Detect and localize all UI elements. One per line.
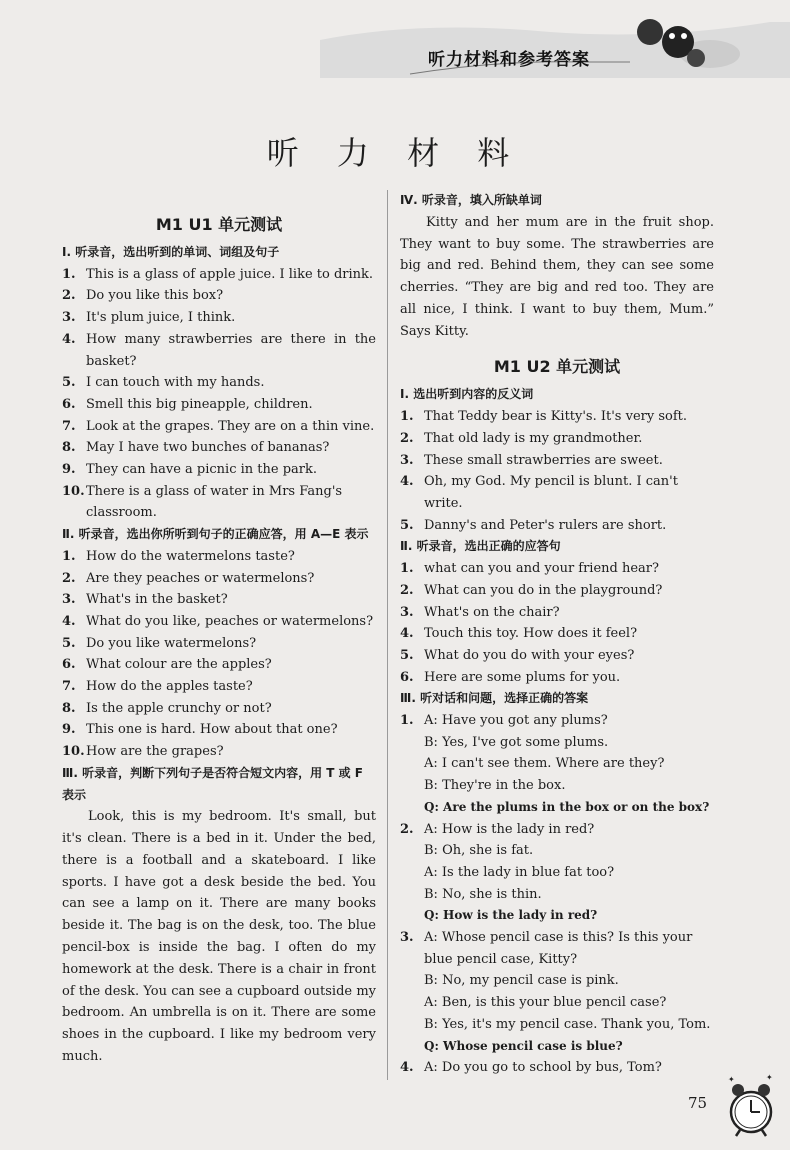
- section-heading: Ⅱ. 听录音，选出你所听到句子的正确应答，用 A—E 表示: [62, 527, 369, 542]
- list-item: 10. How are the grapes?: [62, 744, 224, 760]
- svg-text:✦: ✦: [766, 1074, 773, 1082]
- list-item: 5. What do you do with your eyes?: [400, 647, 635, 663]
- header-label: 听力材料和参考答案: [428, 50, 590, 70]
- dialogue-line: A: I can't see them. Where are they?: [424, 756, 665, 772]
- right-column: [400, 190, 714, 1079]
- list-item: 3. It's plum juice, I think.: [62, 310, 236, 326]
- list-item: 1. That Teddy bear is Kitty's. It's very soft.: [400, 409, 688, 425]
- list-item: 10. There is a glass of water in Mrs Fang's classroom.: [62, 483, 343, 521]
- question: Q: How is the lady in red?: [424, 908, 598, 923]
- list-item: 2. Are they peaches or watermelons?: [62, 570, 315, 586]
- list-item: 9. This one is hard. How about that one?: [62, 722, 338, 738]
- svg-text:✦: ✦: [728, 1075, 735, 1084]
- alarm-clock-icon: [726, 1074, 776, 1138]
- section-heading: Ⅰ. 选出听到内容的反义词: [400, 387, 534, 402]
- unit-title: M1 U1 单元测试: [155, 215, 283, 234]
- list-item: 4. Touch this toy. How does it feel?: [400, 626, 638, 642]
- dialogue-line: B: They're in the box.: [424, 778, 566, 794]
- list-item: 4. What do you like, peaches or watermelons?: [62, 613, 374, 629]
- list-item: 3. What's in the basket?: [62, 592, 228, 608]
- list-item: 5. Danny's and Peter's rulers are short.: [400, 517, 667, 533]
- dialogue-line: A: Is the lady in blue fat too?: [424, 864, 615, 880]
- dialogue-line: 2. A: How is the lady in red?: [400, 821, 595, 837]
- question: Q: Are the plums in the box or on the box?: [424, 799, 710, 814]
- section-heading: Ⅳ. 听录音，填入所缺单词: [400, 193, 542, 207]
- list-item: 2. Do you like this box?: [62, 288, 224, 304]
- column-divider: [387, 190, 388, 1080]
- list-item: 8. May I have two bunches of bananas?: [62, 440, 330, 456]
- list-item: 1. This is a glass of apple juice. I like to drink.: [62, 266, 374, 282]
- dialogue-line: B: Yes, it's my pencil case. Thank you, Tom.: [424, 1016, 711, 1032]
- list-item: 7. Look at the grapes. They are on a thin vine.: [62, 418, 375, 434]
- list-item: 3. What's on the chair?: [400, 604, 560, 620]
- list-item: 2. What can you do in the playground?: [400, 582, 663, 598]
- section-heading: Ⅲ. 听对话和问题，选择正确的答案: [400, 691, 589, 706]
- question: Q: Whose pencil case is blue?: [424, 1038, 623, 1053]
- passage: Look, this is my bedroom. It's small, but it's clean. There is a bed in it. Under the bed, there is a football and a skateboard. I like sports. I have got a desk beside the bed. You can see a lamp on it. There are many books beside it. The bag is on the desk, too. The blue pencil-box is inside the bag. I often do my homework at the desk. There is a chair in front of the desk. You can see a cupboard outside my bedroom. An umbrella is on it. There are some shoes in the cupboard. I like my bedroom very much.: [62, 809, 376, 1065]
- list-item: 6. What colour are the apples?: [62, 657, 272, 673]
- dialogue-line: B: Oh, she is fat.: [424, 843, 534, 859]
- dialogue-line: 1. A: Have you got any plums?: [400, 713, 608, 729]
- list-item: 5. I can touch with my hands.: [62, 375, 265, 391]
- section-heading: Ⅲ. 听录音，判断下列句子是否符合短文内容，用 T 或 F 表示: [62, 765, 363, 802]
- dialogue-line: B: No, she is thin.: [424, 886, 542, 902]
- list-item: 9. They can have a picnic in the park.: [62, 462, 318, 478]
- dialogue-line: A: Ben, is this your blue pencil case?: [424, 995, 667, 1011]
- list-item: 6. Smell this big pineapple, children.: [62, 396, 313, 412]
- page-title: 听 力 材 料: [266, 134, 524, 172]
- list-item: 5. Do you like watermelons?: [62, 635, 257, 651]
- dialogue-line: 3. A: Whose pencil case is this? Is this your blue pencil case, Kitty?: [400, 930, 693, 967]
- section-heading: Ⅰ. 听录音，选出听到的单词、词组及句子: [62, 245, 280, 259]
- list-item: 8. Is the apple crunchy or not?: [62, 700, 272, 716]
- list-item: 1. what can you and your friend hear?: [400, 561, 659, 577]
- unit-title: M1 U2 单元测试: [493, 357, 621, 377]
- list-item: 6. Here are some plums for you.: [400, 669, 621, 685]
- dialogue-line: B: Yes, I've got some plums.: [424, 734, 609, 750]
- list-item: 2. That old lady is my grandmother.: [400, 430, 643, 446]
- list-item: 1. How do the watermelons taste?: [62, 548, 295, 564]
- list-item: 7. How do the apples taste?: [62, 679, 253, 695]
- list-item: 4. How many strawberries are there in the basket?: [62, 331, 376, 369]
- section-heading: Ⅱ. 听录音，选出正确的应答句: [400, 539, 561, 554]
- dialogue-line: B: No, my pencil case is pink.: [424, 973, 619, 989]
- list-item: 4. Oh, my God. My pencil is blunt. I can't write.: [400, 474, 678, 511]
- page-number: 75: [688, 1094, 708, 1112]
- passage: Kitty and her mum are in the fruit shop. They want to buy some. The strawberries are big and red. Behind them, they can see some cherries. “They are big and red too. They are all nice, I think. I want to buy them, Mum.” Says Kitty.: [400, 214, 714, 339]
- dialogue-line: 4. A: Do you go to school by bus, Tom?: [400, 1060, 662, 1076]
- list-item: 3. These small strawberries are sweet.: [400, 452, 663, 468]
- left-column: [62, 210, 376, 1068]
